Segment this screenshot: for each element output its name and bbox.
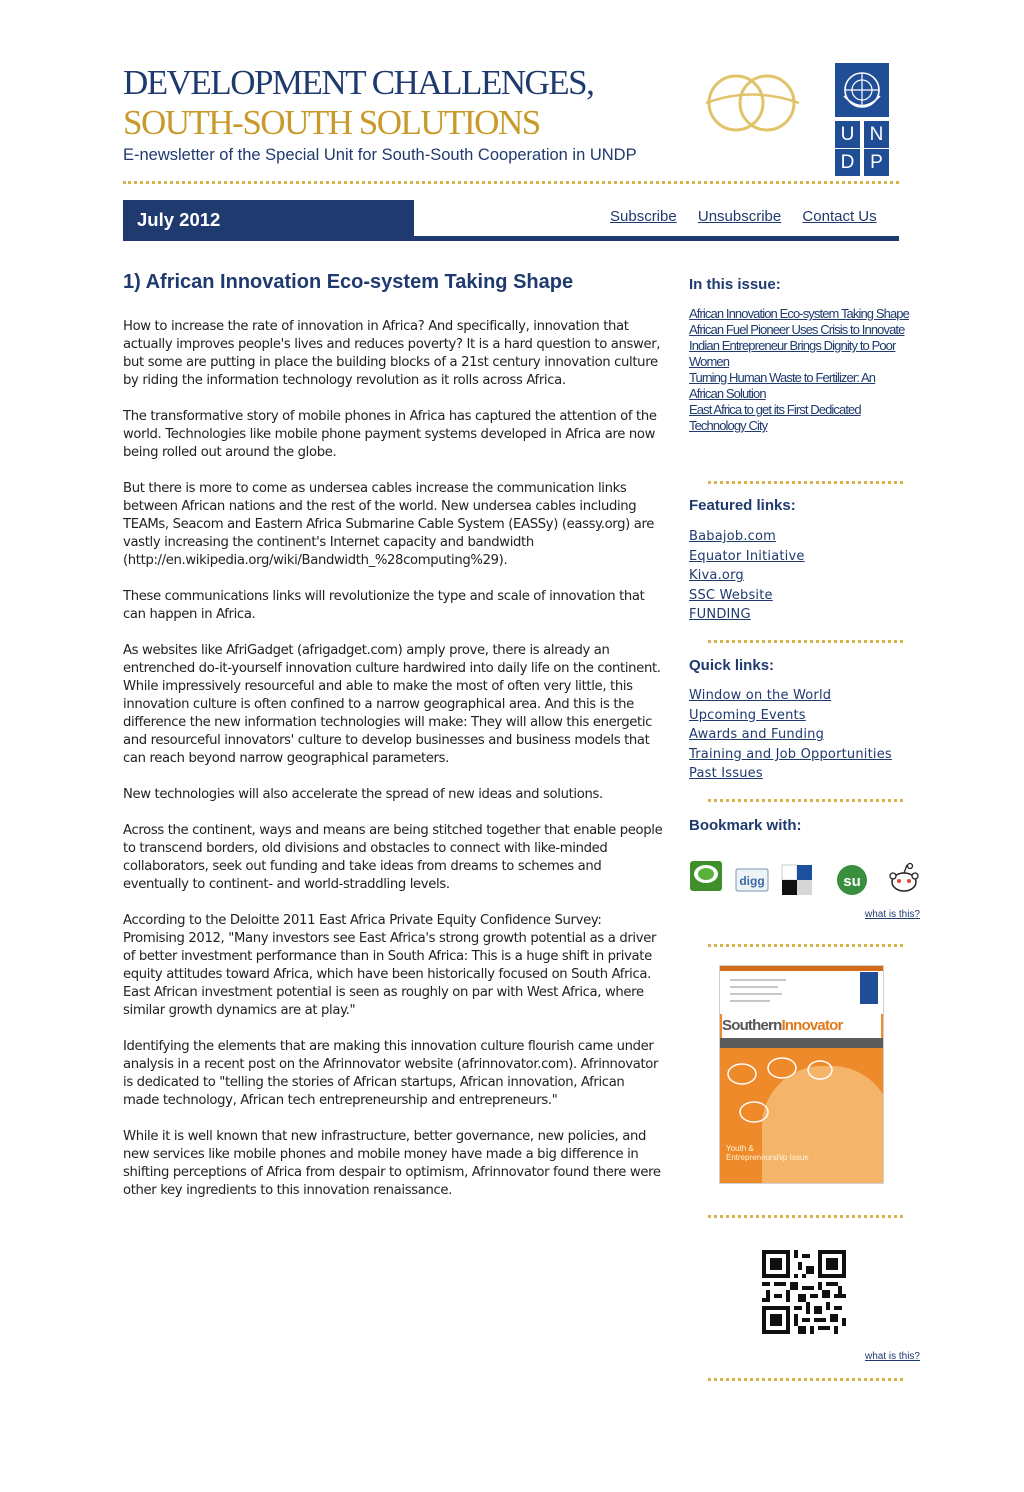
qr-what-is-this-link[interactable]: what is this?	[864, 1351, 920, 1362]
featured-links-heading: Featured links:	[689, 497, 796, 514]
south-south-rings-logo	[704, 72, 804, 134]
issue-link[interactable]: African Fuel Pioneer Uses Crisis to Innovate	[689, 322, 905, 337]
list-item	[689, 745, 892, 765]
thought-bubbles-graphic	[720, 1048, 883, 1138]
article-paragraph: How to increase the rate of innovation in Africa? And specifically, innovation that actually improves people's lives and reduces poverty? It is a hard question to answer, but some are putting in place the building blocks of a 21st century innovation culture by riding the information technology revolution as it rolls across Africa.	[123, 319, 661, 388]
article-paragraph: While it is well known that new infrastructure, better governance, new policies, and new services like mobile phones and mobile money have made a big difference in shifting perceptions of Africa from despair to optimism, Afrinnovator found there were other key ingredients to this innovation renaissance.	[123, 1129, 661, 1198]
undp-logo	[835, 63, 889, 175]
article-paragraph: These communications links will revolutionize the type and scale of innovation that can happen in Africa.	[123, 589, 645, 622]
issue-link[interactable]: Indian Entrepreneur Brings Dignity to Poor Women	[689, 338, 896, 369]
in-this-issue-heading: In this issue:	[689, 276, 781, 293]
list-item	[689, 764, 892, 784]
in-this-issue-list	[689, 306, 911, 434]
featured-link[interactable]: FUNDING	[689, 607, 751, 623]
featured-links-list	[689, 527, 805, 625]
qr-code-image[interactable]	[762, 1250, 846, 1334]
featured-link[interactable]: SSC Website	[689, 587, 773, 603]
issue-link[interactable]: East Africa to get its First Dedicated Technology City	[689, 402, 861, 433]
quick-link[interactable]: Window on the World	[689, 688, 832, 703]
list-item	[689, 402, 911, 434]
southern-innovator-cover-image[interactable]	[720, 966, 883, 1183]
newsletter-subtitle: E-newsletter of the Special Unit for South-South Cooperation in UNDP	[123, 146, 637, 164]
undp-letter-d: D	[835, 149, 860, 176]
digg-label: digg	[739, 874, 765, 888]
undp-letter-n: N	[864, 121, 889, 148]
sidebar-divider	[708, 481, 903, 484]
stumbleupon-icon[interactable]	[835, 863, 869, 902]
date-bar-underline	[123, 236, 899, 241]
article-body	[123, 318, 663, 1218]
list-item	[689, 686, 892, 706]
sidebar-divider	[708, 640, 903, 643]
undp-letter-p: P	[864, 149, 889, 176]
article-paragraph: As websites like AfriGadget (afrigadget.com) amply prove, there is already an entrenched do-it-yourself innovation culture hardwired into daily life on the continent. While impressively resourceful and able to make the most of often very little, this innovation culture is often confined to a narrow geographical area. And this is the difference the new information technologies will make: They will allow this energetic and resourceful innovators' culture to develop businesses and business models that can reach beyond narrow geographical parameters.	[123, 643, 661, 766]
article-paragraph: According to the Deloitte 2011 East Africa Private Equity Confidence Survey: Promising 2012, "Many investors see East Africa's strong growth potential as a driver of better investment performance than in South Africa: This is a huge shift in private equity attitudes toward Africa, which have been historically focused on South Africa. East African investment potential is seen as roughly on par with West Africa, where similar growth dynamics are at play."	[123, 913, 657, 1018]
list-item	[689, 725, 892, 745]
list-item	[689, 586, 805, 606]
list-item	[689, 566, 805, 586]
contact-us-link[interactable]: Contact Us	[802, 208, 877, 225]
quick-link[interactable]: Past Issues	[689, 766, 763, 782]
article-paragraph: But there is more to come as undersea cables increase the communication links between African nations and the rest of the world. New undersea cables including TEAMs, Seacom and Eastern Africa Submarine Cable System (EASSy) (eassy.org) are vastly increasing the continent's Internet capacity and bandwidth (http://en.wikipedia.org/wiki/Bandwidth_%28computing%29).	[123, 481, 655, 568]
magazine-brand-part2: Innovator	[781, 1017, 843, 1034]
subscribe-link[interactable]: Subscribe	[610, 208, 677, 225]
article-paragraph: Across the continent, ways and means are being stitched together that enable people to transcend borders, old divisions and obstacles to connect with like-minded collaborators, seek out funding and take ideas from dreams to schemes and eventually to continent- and world-straddling levels.	[123, 823, 663, 892]
newsletter-title-line2: SOUTH-SOUTH SOLUTIONS	[123, 103, 540, 142]
un-emblem-icon	[835, 63, 889, 117]
sidebar-divider	[708, 1378, 903, 1381]
sidebar-divider	[708, 799, 903, 802]
delicious-icon[interactable]	[781, 864, 813, 901]
sidebar-divider	[708, 1215, 903, 1218]
undp-letter-u: U	[835, 121, 860, 148]
quick-link[interactable]: Training and Job Opportunities	[689, 746, 892, 762]
article-paragraph: New technologies will also accelerate the spread of new ideas and solutions.	[123, 787, 603, 802]
cover-caption: Youth & Entrepreneurship Issue	[726, 1144, 809, 1162]
unsubscribe-link[interactable]: Unsubscribe	[697, 208, 782, 225]
featured-link[interactable]: Kiva.org	[689, 568, 744, 584]
digg-icon[interactable]	[735, 866, 769, 899]
top-links	[610, 208, 894, 225]
list-item	[689, 547, 805, 567]
featured-link[interactable]: Equator Initiative	[689, 548, 805, 564]
facebook-icon[interactable]	[689, 860, 723, 897]
list-item	[689, 338, 911, 370]
article-title: 1) African Innovation Eco-system Taking Shape	[123, 271, 574, 293]
quick-link[interactable]: Awards and Funding	[689, 727, 825, 743]
bookmark-what-is-this-link[interactable]: what is this?	[864, 909, 920, 920]
quick-links-list	[689, 686, 892, 784]
newsletter-title-line1: DEVELOPMENT CHALLENGES,	[123, 63, 594, 102]
issue-date: July 2012	[123, 200, 414, 237]
list-item	[689, 706, 892, 726]
undp-small-logo	[860, 972, 878, 1004]
quick-link[interactable]: Upcoming Events	[689, 707, 806, 723]
list-item	[689, 322, 911, 338]
issue-link[interactable]: African Innovation Eco-system Taking Shape	[689, 306, 909, 321]
list-item	[689, 306, 911, 322]
list-item	[689, 370, 911, 402]
header-divider	[123, 181, 899, 184]
list-item	[689, 527, 805, 547]
magazine-brand	[722, 1014, 881, 1038]
article-paragraph: Identifying the elements that are making this innovation culture flourish came under analysis in a recent post on the Afrinnovator website (afrinnovator.com). Afrinnovator is dedicated to "telling the stories of African startups, African innovation, African made technology, African tech entrepreneurship and entrepreneurs."	[123, 1039, 659, 1108]
svg-text:su: su	[843, 873, 861, 890]
featured-link[interactable]: Babajob.com	[689, 529, 777, 544]
issue-link[interactable]: Turning Human Waste to Fertilizer: An African Solution	[689, 370, 876, 401]
magazine-brand-part1: Southern	[722, 1017, 782, 1034]
reddit-icon[interactable]	[887, 862, 921, 899]
bookmark-heading: Bookmark with:	[689, 817, 802, 834]
article-paragraph: The transformative story of mobile phones in Africa has captured the attention of the world. Technologies like mobile phone payment systems developed in Africa are now being rolled out around the globe.	[123, 409, 657, 460]
sidebar-divider	[708, 944, 903, 947]
list-item	[689, 605, 805, 625]
quick-links-heading: Quick links:	[689, 657, 775, 674]
